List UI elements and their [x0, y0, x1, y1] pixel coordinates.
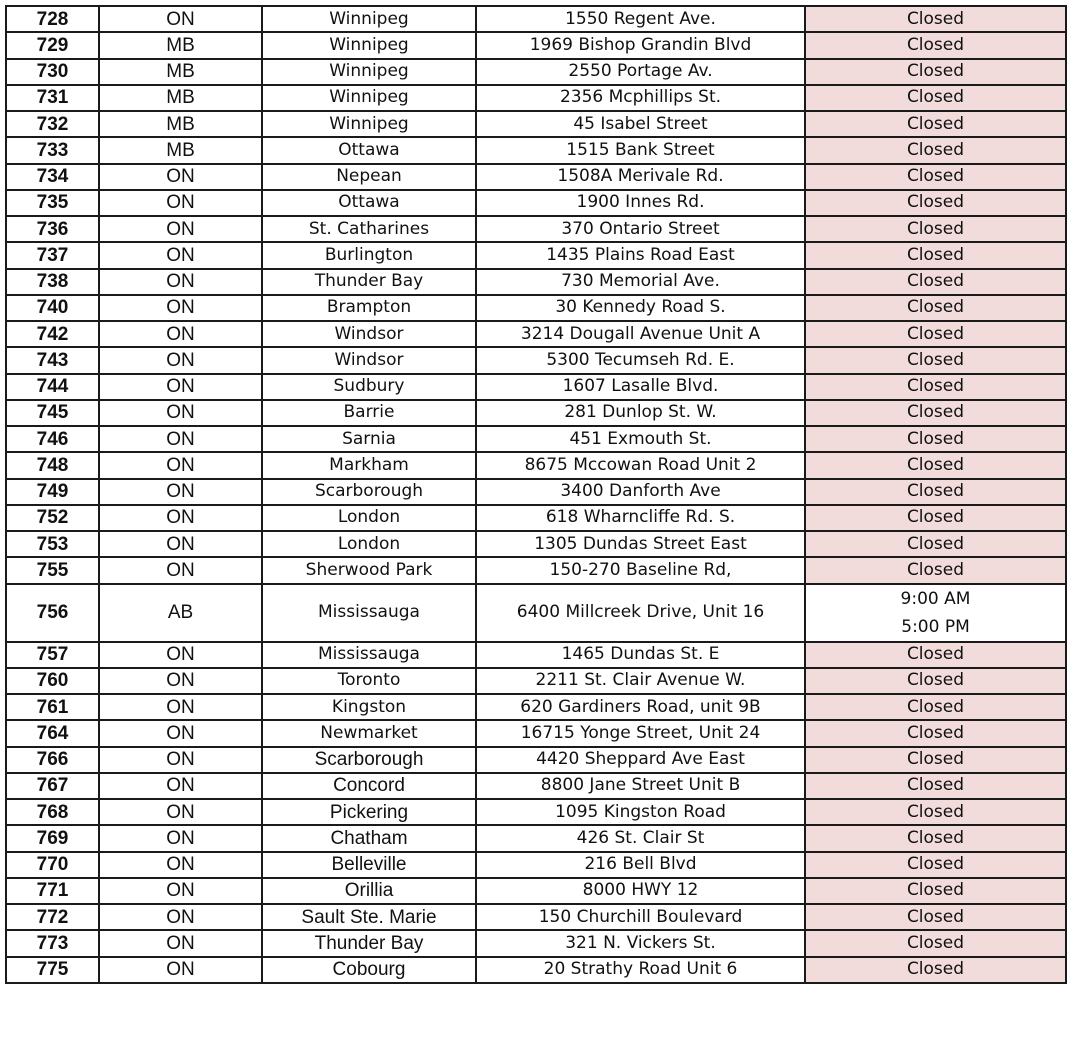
status-cell: Closed: [805, 216, 1066, 242]
status-cell: Closed: [805, 190, 1066, 216]
table-row: [6, 269, 1066, 295]
address-cell: 1465 Dundas St. E: [476, 642, 805, 668]
table-row: [6, 216, 1066, 242]
address-cell: 1550 Regent Ave.: [476, 6, 805, 32]
store-id-cell: 756: [6, 584, 99, 642]
status-cell: Closed: [805, 930, 1066, 956]
province-cell: MB: [99, 59, 262, 85]
province-cell: ON: [99, 295, 262, 321]
city-cell: Sudbury: [262, 374, 476, 400]
table-row: [6, 930, 1066, 956]
status-cell: Closed: [805, 747, 1066, 773]
status-cell: Closed: [805, 111, 1066, 137]
store-id-cell: 775: [6, 957, 99, 983]
status-cell: Closed: [805, 799, 1066, 825]
store-id-cell: 772: [6, 904, 99, 930]
province-cell: ON: [99, 957, 262, 983]
city-cell: Toronto: [262, 668, 476, 694]
store-id-cell: 766: [6, 747, 99, 773]
store-id-cell: 768: [6, 799, 99, 825]
table-row: [6, 111, 1066, 137]
province-cell: ON: [99, 190, 262, 216]
store-id-cell: 732: [6, 111, 99, 137]
city-cell: Winnipeg: [262, 111, 476, 137]
address-cell: 426 St. Clair St: [476, 825, 805, 851]
store-id-cell: 771: [6, 878, 99, 904]
address-cell: 3214 Dougall Avenue Unit A: [476, 321, 805, 347]
city-cell: Windsor: [262, 321, 476, 347]
address-cell: 8675 Mccowan Road Unit 2: [476, 452, 805, 478]
address-cell: 150-270 Baseline Rd,: [476, 557, 805, 583]
table-row: [6, 347, 1066, 373]
store-id-cell: 740: [6, 295, 99, 321]
address-cell: 321 N. Vickers St.: [476, 930, 805, 956]
city-cell: Ottawa: [262, 190, 476, 216]
store-id-cell: 764: [6, 720, 99, 746]
table-row: [6, 295, 1066, 321]
address-cell: 1435 Plains Road East: [476, 242, 805, 268]
table-row: [6, 426, 1066, 452]
store-id-cell: 767: [6, 773, 99, 799]
city-cell: Winnipeg: [262, 32, 476, 58]
city-cell: Ottawa: [262, 137, 476, 163]
table-row: [6, 479, 1066, 505]
table-row: [6, 852, 1066, 878]
table-row: [6, 190, 1066, 216]
city-cell: St. Catharines: [262, 216, 476, 242]
address-cell: 30 Kennedy Road S.: [476, 295, 805, 321]
status-cell: Closed: [805, 321, 1066, 347]
city-cell: Windsor: [262, 347, 476, 373]
province-cell: ON: [99, 479, 262, 505]
status-cell: Closed: [805, 374, 1066, 400]
status-cell: Closed: [805, 531, 1066, 557]
table-row: [6, 904, 1066, 930]
city-cell: Sherwood Park: [262, 557, 476, 583]
province-cell: MB: [99, 137, 262, 163]
city-cell: Pickering: [262, 799, 476, 825]
address-cell: 45 Isabel Street: [476, 111, 805, 137]
address-cell: 5300 Tecumseh Rd. E.: [476, 347, 805, 373]
status-cell: Closed: [805, 85, 1066, 111]
table-row: [6, 694, 1066, 720]
status-cell: Closed: [805, 452, 1066, 478]
status-cell: Closed: [805, 6, 1066, 32]
status-cell: Closed: [805, 694, 1066, 720]
status-cell: Closed: [805, 720, 1066, 746]
province-cell: ON: [99, 720, 262, 746]
address-cell: 2211 St. Clair Avenue W.: [476, 668, 805, 694]
address-cell: 1508A Merivale Rd.: [476, 164, 805, 190]
status-cell: Closed: [805, 668, 1066, 694]
province-cell: ON: [99, 904, 262, 930]
status-cell: Closed: [805, 904, 1066, 930]
store-id-cell: 742: [6, 321, 99, 347]
city-cell: Winnipeg: [262, 85, 476, 111]
province-cell: ON: [99, 374, 262, 400]
store-id-cell: 753: [6, 531, 99, 557]
city-cell: Brampton: [262, 295, 476, 321]
store-id-cell: 744: [6, 374, 99, 400]
table-row: [6, 242, 1066, 268]
table-row: [6, 584, 1066, 642]
table-row: [6, 137, 1066, 163]
city-cell: Scarborough: [262, 479, 476, 505]
status-cell: Closed: [805, 825, 1066, 851]
table-row: [6, 505, 1066, 531]
city-cell: Sault Ste. Marie: [262, 904, 476, 930]
province-cell: ON: [99, 269, 262, 295]
table-row: [6, 668, 1066, 694]
store-id-cell: 770: [6, 852, 99, 878]
province-cell: ON: [99, 242, 262, 268]
city-cell: Nepean: [262, 164, 476, 190]
status-cell: Closed: [805, 137, 1066, 163]
status-cell: Closed: [805, 400, 1066, 426]
table-row: [6, 642, 1066, 668]
city-cell: Newmarket: [262, 720, 476, 746]
store-id-cell: 734: [6, 164, 99, 190]
city-cell: Sarnia: [262, 426, 476, 452]
store-hours-table: [5, 5, 1067, 984]
address-cell: 8000 HWY 12: [476, 878, 805, 904]
address-cell: 730 Memorial Ave.: [476, 269, 805, 295]
province-cell: ON: [99, 747, 262, 773]
city-cell: Winnipeg: [262, 6, 476, 32]
status-cell: Closed: [805, 295, 1066, 321]
table-row: [6, 321, 1066, 347]
province-cell: ON: [99, 164, 262, 190]
close-time: 5:00 PM: [901, 616, 970, 637]
table-row: [6, 531, 1066, 557]
address-cell: 2356 Mcphillips St.: [476, 85, 805, 111]
province-cell: ON: [99, 773, 262, 799]
province-cell: ON: [99, 216, 262, 242]
table-row: [6, 799, 1066, 825]
address-cell: 620 Gardiners Road, unit 9B: [476, 694, 805, 720]
province-cell: ON: [99, 642, 262, 668]
province-cell: ON: [99, 321, 262, 347]
open-time: 9:00 AM: [900, 588, 971, 609]
table-row: [6, 32, 1066, 58]
status-cell: Closed: [805, 242, 1066, 268]
province-cell: ON: [99, 531, 262, 557]
city-cell: Kingston: [262, 694, 476, 720]
store-id-cell: 745: [6, 400, 99, 426]
status-cell: Closed: [805, 164, 1066, 190]
province-cell: ON: [99, 878, 262, 904]
city-cell: Scarborough: [262, 747, 476, 773]
province-cell: ON: [99, 799, 262, 825]
table-row: [6, 878, 1066, 904]
table-row: [6, 85, 1066, 111]
store-id-cell: 737: [6, 242, 99, 268]
province-cell: ON: [99, 505, 262, 531]
table-row: [6, 374, 1066, 400]
province-cell: ON: [99, 557, 262, 583]
address-cell: 618 Wharncliffe Rd. S.: [476, 505, 805, 531]
store-id-cell: 730: [6, 59, 99, 85]
address-cell: 1305 Dundas Street East: [476, 531, 805, 557]
status-cell: Closed: [805, 347, 1066, 373]
table-row: [6, 452, 1066, 478]
city-cell: Orillia: [262, 878, 476, 904]
address-cell: 2550 Portage Av.: [476, 59, 805, 85]
hours-cell: [805, 584, 1066, 642]
province-cell: ON: [99, 452, 262, 478]
province-cell: ON: [99, 6, 262, 32]
store-id-cell: 752: [6, 505, 99, 531]
table-row: [6, 400, 1066, 426]
status-cell: Closed: [805, 32, 1066, 58]
status-cell: Closed: [805, 642, 1066, 668]
city-cell: Thunder Bay: [262, 930, 476, 956]
table-body: [6, 6, 1066, 983]
address-cell: 216 Bell Blvd: [476, 852, 805, 878]
status-cell: Closed: [805, 773, 1066, 799]
city-cell: Chatham: [262, 825, 476, 851]
status-cell: Closed: [805, 269, 1066, 295]
store-id-cell: 748: [6, 452, 99, 478]
table-row: [6, 957, 1066, 983]
address-cell: 6400 Millcreek Drive, Unit 16: [476, 584, 805, 642]
city-cell: Thunder Bay: [262, 269, 476, 295]
province-cell: ON: [99, 825, 262, 851]
province-cell: ON: [99, 426, 262, 452]
address-cell: 8800 Jane Street Unit B: [476, 773, 805, 799]
store-id-cell: 773: [6, 930, 99, 956]
table-row: [6, 720, 1066, 746]
province-cell: ON: [99, 400, 262, 426]
address-cell: 1095 Kingston Road: [476, 799, 805, 825]
province-cell: MB: [99, 85, 262, 111]
city-cell: Mississauga: [262, 642, 476, 668]
address-cell: 281 Dunlop St. W.: [476, 400, 805, 426]
store-id-cell: 728: [6, 6, 99, 32]
store-id-cell: 738: [6, 269, 99, 295]
address-cell: 1900 Innes Rd.: [476, 190, 805, 216]
address-cell: 150 Churchill Boulevard: [476, 904, 805, 930]
province-cell: ON: [99, 930, 262, 956]
status-cell: Closed: [805, 479, 1066, 505]
address-cell: 1515 Bank Street: [476, 137, 805, 163]
province-cell: ON: [99, 668, 262, 694]
city-cell: Markham: [262, 452, 476, 478]
table-row: [6, 557, 1066, 583]
address-cell: 1607 Lasalle Blvd.: [476, 374, 805, 400]
address-cell: 3400 Danforth Ave: [476, 479, 805, 505]
status-cell: Closed: [805, 426, 1066, 452]
address-cell: 20 Strathy Road Unit 6: [476, 957, 805, 983]
city-cell: Mississauga: [262, 584, 476, 642]
store-id-cell: 757: [6, 642, 99, 668]
table-row: [6, 825, 1066, 851]
address-cell: 1969 Bishop Grandin Blvd: [476, 32, 805, 58]
province-cell: ON: [99, 347, 262, 373]
store-id-cell: 735: [6, 190, 99, 216]
store-id-cell: 729: [6, 32, 99, 58]
store-id-cell: 755: [6, 557, 99, 583]
province-cell: ON: [99, 694, 262, 720]
city-cell: Burlington: [262, 242, 476, 268]
status-cell: Closed: [805, 852, 1066, 878]
city-cell: Belleville: [262, 852, 476, 878]
province-cell: ON: [99, 852, 262, 878]
table-row: [6, 6, 1066, 32]
city-cell: Concord: [262, 773, 476, 799]
store-id-cell: 731: [6, 85, 99, 111]
address-cell: 4420 Sheppard Ave East: [476, 747, 805, 773]
city-cell: London: [262, 505, 476, 531]
address-cell: 451 Exmouth St.: [476, 426, 805, 452]
store-id-cell: 743: [6, 347, 99, 373]
status-cell: Closed: [805, 878, 1066, 904]
store-id-cell: 761: [6, 694, 99, 720]
store-id-cell: 746: [6, 426, 99, 452]
store-id-cell: 769: [6, 825, 99, 851]
city-cell: Barrie: [262, 400, 476, 426]
store-id-cell: 760: [6, 668, 99, 694]
province-cell: MB: [99, 32, 262, 58]
status-cell: Closed: [805, 557, 1066, 583]
address-cell: 370 Ontario Street: [476, 216, 805, 242]
status-cell: Closed: [805, 59, 1066, 85]
status-cell: Closed: [805, 957, 1066, 983]
province-cell: MB: [99, 111, 262, 137]
store-id-cell: 749: [6, 479, 99, 505]
city-cell: Cobourg: [262, 957, 476, 983]
city-cell: Winnipeg: [262, 59, 476, 85]
store-id-cell: 733: [6, 137, 99, 163]
table-row: [6, 59, 1066, 85]
table-row: [6, 164, 1066, 190]
store-id-cell: 736: [6, 216, 99, 242]
table-row: [6, 773, 1066, 799]
province-cell: AB: [99, 584, 262, 642]
address-cell: 16715 Yonge Street, Unit 24: [476, 720, 805, 746]
status-cell: Closed: [805, 505, 1066, 531]
city-cell: London: [262, 531, 476, 557]
table-row: [6, 747, 1066, 773]
